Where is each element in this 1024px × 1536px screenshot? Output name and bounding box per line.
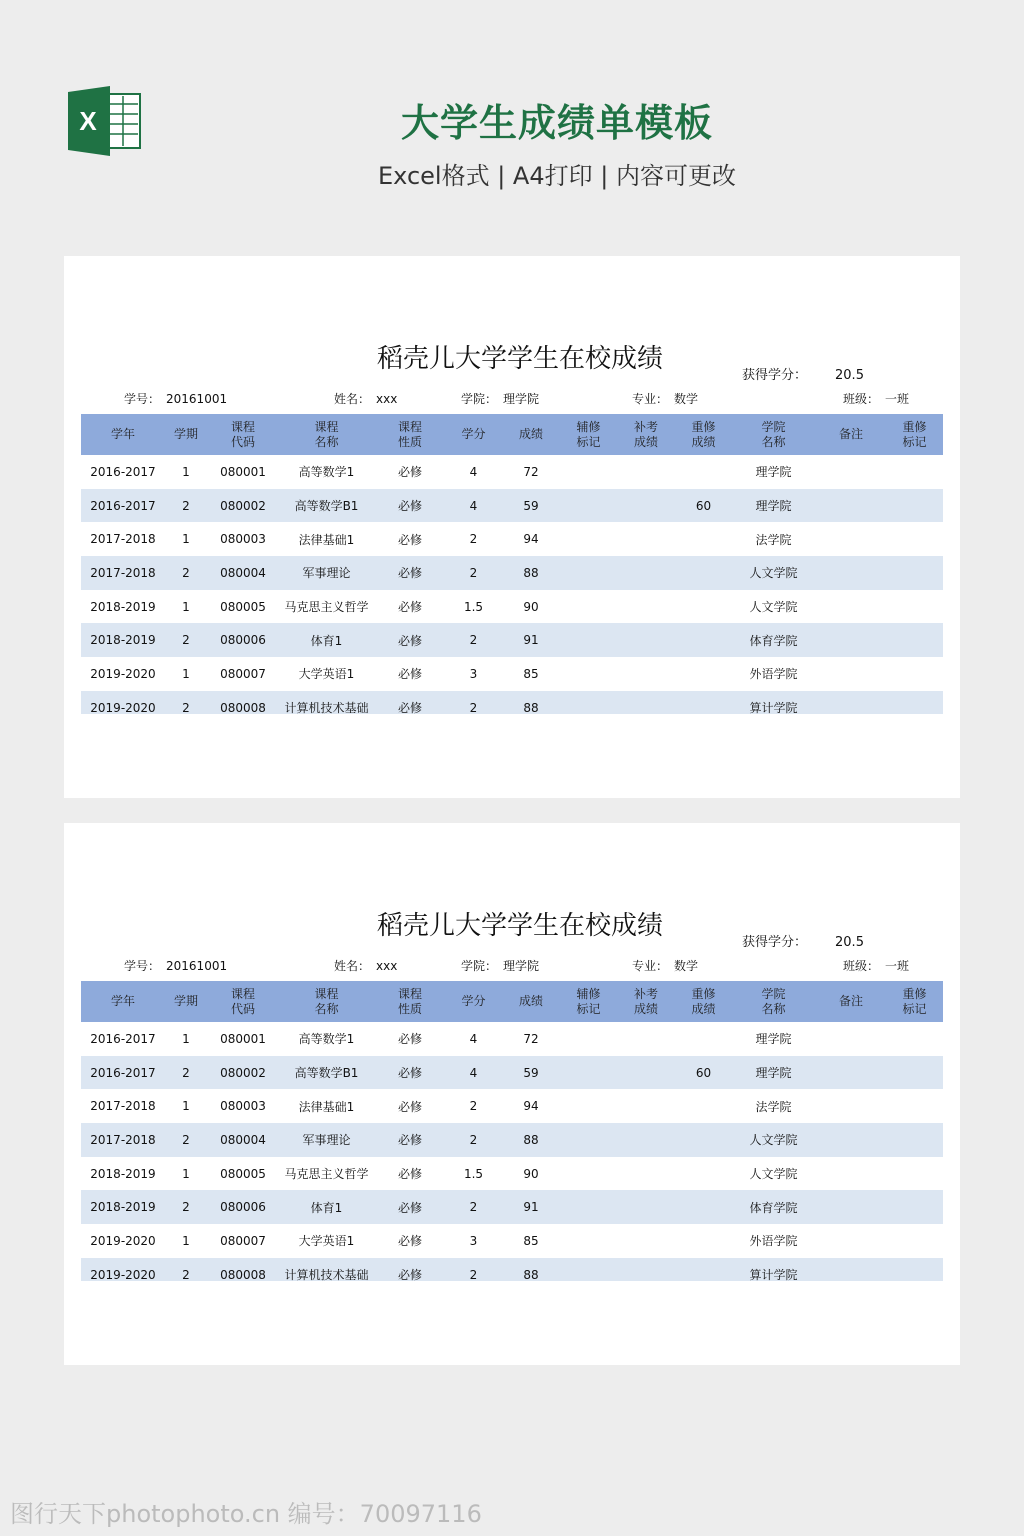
table-cell: 人文学院 xyxy=(749,566,798,581)
name-label: 姓名： xyxy=(334,392,371,406)
table-cell: 2 xyxy=(182,565,190,580)
table-cell: 080004 xyxy=(220,565,266,580)
table-cell: 2016-2017 xyxy=(90,464,156,479)
table-cell: 大学英语1 xyxy=(298,667,355,682)
table-cell: 2017-2018 xyxy=(90,1132,156,1147)
student-class xyxy=(843,957,909,974)
college-label: 学院： xyxy=(461,392,498,406)
column-header: 辅修 标记 xyxy=(576,419,601,449)
name-label: 姓名： xyxy=(334,959,371,973)
table-cell: 算计学院 xyxy=(749,1268,798,1281)
table-cell: 3 xyxy=(469,1233,478,1248)
page-title: 大学生成绩单模板 xyxy=(400,101,713,145)
student-major xyxy=(632,957,698,974)
table-cell: 080006 xyxy=(220,1200,266,1215)
table-cell: 人文学院 xyxy=(749,1133,798,1148)
table-row xyxy=(81,1089,943,1123)
svg-text:X: X xyxy=(79,106,97,136)
student-id-value: 20161001 xyxy=(166,959,228,973)
table-cell: 大学英语1 xyxy=(298,1234,355,1249)
table-cell: 1.5 xyxy=(463,599,484,614)
table-cell: 1 xyxy=(182,666,190,681)
table-cell: 必修 xyxy=(397,465,422,480)
table-cell: 高等数学B1 xyxy=(294,499,359,514)
table-cell: 080003 xyxy=(220,532,266,547)
student-id xyxy=(124,390,227,407)
table-cell: 2 xyxy=(469,1200,478,1215)
table-cell: 必修 xyxy=(397,1133,422,1148)
table-cell: 法学院 xyxy=(755,1099,792,1114)
table-row xyxy=(81,1157,943,1191)
table-cell: 外语学院 xyxy=(749,1234,798,1249)
column-header: 学院 名称 xyxy=(761,419,786,449)
table-cell: 2 xyxy=(182,1065,190,1080)
watermark: 图行天下photophoto.cn 编号：70097116 xyxy=(10,1500,482,1528)
table-cell: 理学院 xyxy=(755,465,792,480)
class-value: 一班 xyxy=(885,959,910,973)
table-cell: 1 xyxy=(182,532,190,547)
table-cell: 必修 xyxy=(397,1066,422,1081)
table-cell: 94 xyxy=(523,532,539,547)
table-cell: 2 xyxy=(182,1132,190,1147)
table-cell: 必修 xyxy=(397,1200,422,1215)
table-cell: 85 xyxy=(523,666,539,681)
table-cell: 体育1 xyxy=(310,1200,343,1215)
page-subtitle: Excel格式 | A4打印 | 内容可更改 xyxy=(378,162,736,190)
table-cell: 4 xyxy=(469,464,478,479)
table-cell: 72 xyxy=(523,464,539,479)
credit-value: 20.5 xyxy=(835,368,864,383)
column-header: 课程 代码 xyxy=(230,419,255,449)
college-value: 理学院 xyxy=(503,392,540,406)
table-cell: 90 xyxy=(523,1166,539,1181)
column-header: 重修 成绩 xyxy=(691,986,716,1016)
class-label: 班级： xyxy=(843,959,880,973)
column-header: 课程 性质 xyxy=(397,986,422,1016)
table-cell: 4 xyxy=(469,1031,478,1046)
column-header: 学年 xyxy=(110,994,135,1008)
table-cell: 必修 xyxy=(397,633,422,648)
college-label: 学院： xyxy=(461,959,498,973)
table-cell: 必修 xyxy=(397,532,422,547)
table-row xyxy=(81,489,943,523)
table-row xyxy=(81,556,943,590)
student-id-label: 学号： xyxy=(124,959,161,973)
table-cell: 2 xyxy=(469,532,478,547)
table-row xyxy=(81,455,943,489)
column-header: 补考 成绩 xyxy=(633,419,658,449)
table-cell: 2019-2020 xyxy=(90,666,156,681)
column-header: 学分 xyxy=(461,427,486,441)
table-cell: 080003 xyxy=(220,1099,266,1114)
name-value: xxx xyxy=(376,959,398,973)
table-cell: 人文学院 xyxy=(749,600,798,615)
table-cell: 2018-2019 xyxy=(90,1200,156,1215)
grade-table xyxy=(81,414,943,714)
column-header: 重修 标记 xyxy=(902,419,927,449)
table-cell: 2017-2018 xyxy=(90,532,156,547)
column-header: 备注 xyxy=(838,994,863,1008)
credit-value: 20.5 xyxy=(835,935,864,950)
column-header: 学年 xyxy=(110,427,135,441)
table-header xyxy=(81,414,943,455)
table-cell: 080008 xyxy=(220,1267,266,1281)
table-cell: 2 xyxy=(182,633,190,648)
table-cell: 2016-2017 xyxy=(90,1065,156,1080)
table-row xyxy=(81,1123,943,1157)
column-header: 重修 标记 xyxy=(902,986,927,1016)
credit-label: 获得学分： xyxy=(742,368,808,383)
table-cell: 59 xyxy=(523,1065,539,1080)
table-body xyxy=(81,1022,943,1281)
table-cell: 计算机技术基础 xyxy=(284,701,369,714)
major-value: 数学 xyxy=(674,959,699,973)
table-row xyxy=(81,691,943,714)
table-cell: 080006 xyxy=(220,633,266,648)
table-row xyxy=(81,623,943,657)
table-cell: 必修 xyxy=(397,1032,422,1047)
table-cell: 4 xyxy=(469,498,478,513)
column-header: 备注 xyxy=(838,427,863,441)
table-cell: 2018-2019 xyxy=(90,1166,156,1181)
student-name xyxy=(334,390,397,407)
credit-total xyxy=(742,931,864,950)
table-cell: 理学院 xyxy=(755,1066,792,1081)
table-cell: 高等数学1 xyxy=(298,465,355,480)
table-cell: 2 xyxy=(469,700,478,714)
column-header: 成绩 xyxy=(518,427,543,441)
credit-label: 获得学分： xyxy=(742,935,808,950)
table-row xyxy=(81,1258,943,1281)
column-header: 学期 xyxy=(173,427,198,441)
table-cell: 72 xyxy=(523,1031,539,1046)
table-cell: 080005 xyxy=(220,1166,266,1181)
table-cell: 2 xyxy=(469,1099,478,1114)
table-cell: 88 xyxy=(523,1267,539,1281)
table-cell: 080008 xyxy=(220,700,266,714)
table-cell: 必修 xyxy=(397,1167,422,1182)
table-cell: 2017-2018 xyxy=(90,565,156,580)
table-cell: 体育学院 xyxy=(749,1200,798,1215)
sheet-title: 稻壳儿大学学生在校成绩 xyxy=(376,344,663,374)
column-header: 课程 名称 xyxy=(314,986,339,1016)
table-body xyxy=(81,455,943,714)
table-cell: 080001 xyxy=(220,464,266,479)
table-cell: 1.5 xyxy=(463,1166,484,1181)
table-cell: 2019-2020 xyxy=(90,700,156,714)
table-cell: 必修 xyxy=(397,1099,422,1114)
table-cell: 1 xyxy=(182,1233,190,1248)
major-label: 专业： xyxy=(632,959,669,973)
class-label: 班级： xyxy=(843,392,880,406)
table-cell: 080002 xyxy=(220,1065,266,1080)
table-cell: 理学院 xyxy=(755,1032,792,1047)
table-cell: 1 xyxy=(182,1099,190,1114)
table-cell: 88 xyxy=(523,1132,539,1147)
table-cell: 法律基础1 xyxy=(298,532,355,547)
table-cell: 60 xyxy=(695,1065,712,1080)
table-cell: 2 xyxy=(182,1200,190,1215)
table-cell: 必修 xyxy=(397,566,422,581)
column-header: 课程 名称 xyxy=(314,419,339,449)
table-cell: 94 xyxy=(523,1099,539,1114)
table-cell: 2017-2018 xyxy=(90,1099,156,1114)
table-row xyxy=(81,1224,943,1258)
column-header: 课程 代码 xyxy=(230,986,255,1016)
column-header: 成绩 xyxy=(518,994,543,1008)
column-header: 学院 名称 xyxy=(761,986,786,1016)
table-cell: 外语学院 xyxy=(749,667,798,682)
student-college xyxy=(461,390,539,407)
table-cell: 必修 xyxy=(397,667,422,682)
column-header: 辅修 标记 xyxy=(576,986,601,1016)
table-cell: 2018-2019 xyxy=(90,599,156,614)
table-cell: 2 xyxy=(469,1267,478,1281)
table-cell: 必修 xyxy=(397,1268,422,1281)
table-cell: 080001 xyxy=(220,1031,266,1046)
class-value: 一班 xyxy=(885,392,910,406)
grade-table xyxy=(81,981,943,1281)
table-header xyxy=(81,981,943,1022)
table-cell: 1 xyxy=(182,464,190,479)
student-name xyxy=(334,957,397,974)
table-cell: 080007 xyxy=(220,1233,266,1248)
table-cell: 必修 xyxy=(397,701,422,714)
student-class xyxy=(843,390,909,407)
major-label: 专业： xyxy=(632,392,669,406)
table-cell: 必修 xyxy=(397,1234,422,1249)
table-cell: 2019-2020 xyxy=(90,1267,156,1281)
table-cell: 1 xyxy=(182,599,190,614)
table-row xyxy=(81,1056,943,1090)
table-cell: 2 xyxy=(182,700,190,714)
table-cell: 85 xyxy=(523,1233,539,1248)
table-cell: 2018-2019 xyxy=(90,633,156,648)
table-cell: 2 xyxy=(469,565,478,580)
student-college xyxy=(461,957,539,974)
column-header: 补考 成绩 xyxy=(633,986,658,1016)
column-header: 学分 xyxy=(461,994,486,1008)
table-cell: 080007 xyxy=(220,666,266,681)
name-value: xxx xyxy=(376,392,398,406)
table-cell: 2016-2017 xyxy=(90,498,156,513)
table-cell: 3 xyxy=(469,666,478,681)
table-cell: 马克思主义哲学 xyxy=(284,1167,369,1182)
student-major xyxy=(632,390,698,407)
major-value: 数学 xyxy=(674,392,699,406)
column-header: 重修 成绩 xyxy=(691,419,716,449)
table-cell: 计算机技术基础 xyxy=(284,1268,369,1281)
table-row xyxy=(81,522,943,556)
table-cell: 1 xyxy=(182,1166,190,1181)
table-cell: 军事理论 xyxy=(302,1133,351,1148)
table-cell: 2 xyxy=(182,498,190,513)
sheet-title: 稻壳儿大学学生在校成绩 xyxy=(376,911,663,941)
column-header: 课程 性质 xyxy=(397,419,422,449)
table-cell: 法学院 xyxy=(755,532,792,547)
table-cell: 法律基础1 xyxy=(298,1099,355,1114)
table-row xyxy=(81,590,943,624)
table-row xyxy=(81,1022,943,1056)
table-row xyxy=(81,657,943,691)
table-cell: 高等数学B1 xyxy=(294,1066,359,1081)
table-row xyxy=(81,1190,943,1224)
student-id-label: 学号： xyxy=(124,392,161,406)
college-value: 理学院 xyxy=(503,959,540,973)
table-cell: 算计学院 xyxy=(749,701,798,714)
table-cell: 军事理论 xyxy=(302,566,351,581)
table-cell: 88 xyxy=(523,700,539,714)
table-cell: 2016-2017 xyxy=(90,1031,156,1046)
table-cell: 必修 xyxy=(397,600,422,615)
table-cell: 080004 xyxy=(220,1132,266,1147)
table-cell: 人文学院 xyxy=(749,1167,798,1182)
table-cell: 91 xyxy=(523,1200,539,1215)
table-cell: 90 xyxy=(523,599,539,614)
table-cell: 2 xyxy=(469,633,478,648)
table-cell: 体育学院 xyxy=(749,633,798,648)
table-cell: 2 xyxy=(182,1267,190,1281)
table-cell: 高等数学1 xyxy=(298,1032,355,1047)
grade-sheet xyxy=(64,823,960,1365)
table-cell: 91 xyxy=(523,633,539,648)
table-cell: 2 xyxy=(469,1132,478,1147)
table-cell: 体育1 xyxy=(310,633,343,648)
table-cell: 必修 xyxy=(397,499,422,514)
table-cell: 60 xyxy=(695,498,712,513)
table-cell: 080002 xyxy=(220,498,266,513)
table-cell: 1 xyxy=(182,1031,190,1046)
table-cell: 080005 xyxy=(220,599,266,614)
table-cell: 马克思主义哲学 xyxy=(284,600,369,615)
student-id xyxy=(124,957,227,974)
student-id-value: 20161001 xyxy=(166,392,228,406)
credit-total xyxy=(742,364,864,383)
grade-sheet xyxy=(64,256,960,798)
table-cell: 理学院 xyxy=(755,499,792,514)
table-cell: 4 xyxy=(469,1065,478,1080)
column-header: 学期 xyxy=(173,994,198,1008)
table-cell: 59 xyxy=(523,498,539,513)
table-cell: 88 xyxy=(523,565,539,580)
table-cell: 2019-2020 xyxy=(90,1233,156,1248)
